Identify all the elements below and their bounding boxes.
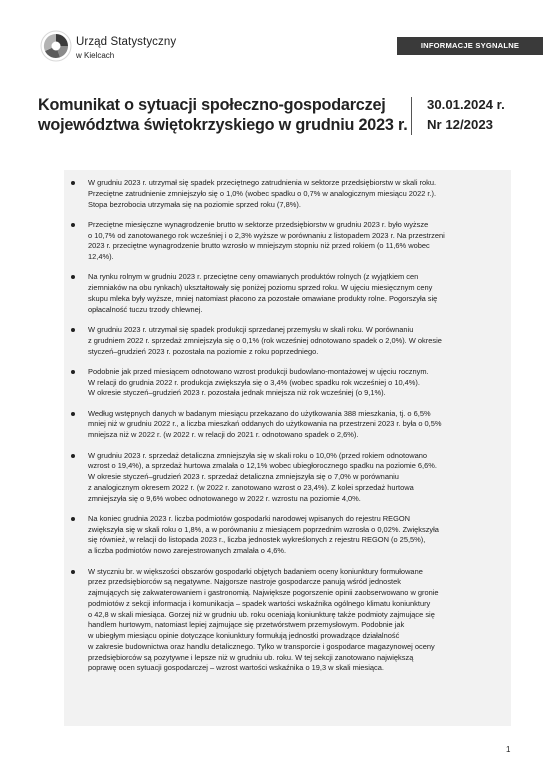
bullet-text-line: poprawę ocen sytuacji gospodarczej – wzrost wartości wskaźnika o 19,3 w skali miesiąca.: [88, 663, 384, 673]
bullet-text-line: W relacji do grudnia 2022 r. produkcja zwiększyła się o 3,4% (wobec spadku rok wcześniej o 10,4%).: [88, 377, 420, 387]
bullet-dot-icon: [71, 275, 75, 279]
release-date: 30.01.2024 r.: [427, 97, 505, 112]
title-line: województwa świętokrzyskiego w grudniu 2023 r.: [38, 116, 408, 134]
bullet-text-line: w zakresie budownictwa oraz handlu detalicznego. Tylko w transporcie i gospodarce magazynowej oceny: [88, 641, 435, 651]
bullet-text-line: skupu mleka były wyższe, mniej natomiast płacono za pozostałe omawiane produkty rolne. Pogorszyła się: [88, 293, 438, 303]
bullet-text-line: Przeciętne miesięczne wynagrodzenie brutto w sektorze przedsiębiorstw w grudniu 2023 r. było wyższe: [88, 219, 429, 229]
bullet-text-line: z grudniem 2022 r. sprzedaż zmniejszyła się o 0,1% (rok wcześniej odnotowano spadek o 2,0%). W okresie: [88, 335, 442, 345]
bullet-text-line: podmiotów z sekcji informacja i komunikacja – spadek wartości wskaźnika ogólnego klimatu koniunktury: [88, 598, 431, 608]
bullet-dot-icon: [71, 517, 75, 521]
list-item: [64, 178, 511, 210]
bullet-text-line: Na rynku rolnym w grudniu 2023 r. przeciętne ceny omawianych produktów rolnych (z wyjątkiem cen: [88, 272, 419, 282]
bullet-dot-icon: [71, 181, 75, 185]
bullet-text-line: mniejsza niż w 2022 r. (w 2022 r. w relacji do 2021 r. odnotowano spadek o 2,6%).: [88, 430, 359, 440]
list-item: [64, 567, 511, 675]
bullet-text-line: styczeń–grudzień 2023 r. pozostała na poziomie z roku poprzedniego.: [88, 346, 319, 356]
bullet-text-line: W okresie styczeń–grudzień 2023 r. sprzedaż detaliczna zmniejszyła się o 7,0% w porównaniu: [88, 472, 399, 482]
list-item: [64, 451, 511, 505]
bullet-text-line: się również, w relacji do listopada 2023 r., liczba jednostek wykreślonych z rejestru REGON (o 25,5%),: [88, 535, 426, 545]
bullet-text-line: przedsiębiorców są pozytywne i lepsze niż w grudniu ub. roku. W tej sekcji zanotowano największą: [88, 652, 414, 662]
bullet-text-line: mniej niż w grudniu 2022 r., a liczba mieszkań oddanych do użytkowania na przestrzeni 2023 r. była o 0,5%: [88, 419, 442, 429]
bullet-text-line: przez przedsiębiorców są negatywne. Najgorsze nastroje gospodarcze panują wśród jednostek: [88, 577, 401, 587]
bullet-text-line: W okresie styczeń–grudzień 2023 r. pozostała jednak mniejsza niż rok wcześniej (o 9,1%).: [88, 388, 386, 398]
release-number: Nr 12/2023: [427, 117, 493, 132]
list-item: [64, 514, 511, 557]
bullet-text-line: 12,4%).: [88, 252, 114, 262]
bullet-text-line: ziemniaków na obu rynkach) ukształtowały się poniżej poziomu sprzed roku. W ujęciu miesięcznym ceny: [88, 283, 433, 293]
bullet-dot-icon: [71, 570, 75, 574]
bullet-text-line: W grudniu 2023 r. utrzymał się spadek przeciętnego zatrudnienia w sektorze przedsiębiorstw w skali roku.: [88, 178, 437, 187]
bullet-text-line: Przeciętne zatrudnienie zmniejszyło się o 1,0% (wobec spadku o 0,7% w analogicznym miesiącu 2022 r.).: [88, 188, 437, 198]
bullet-dot-icon: [71, 370, 75, 374]
bullet-text-line: Na koniec grudnia 2023 r. liczba podmiotów gospodarki narodowej wpisanych do rejestru REGON: [88, 513, 411, 523]
bullet-text-line: o 10,7% od zanotowanego rok wcześniej i o 2,3% wyższe w porównaniu z listopadem 2023 r. Na przestrzeni: [88, 230, 445, 240]
release-meta: [427, 95, 505, 135]
bullet-text-line: a liczba podmiotów nowo zarejestrowanych zmalała o 4,6%.: [88, 546, 287, 556]
list-item: [64, 325, 511, 357]
bullet-text-line: Stopa bezrobocia utrzymała się na poziomie sprzed roku (7,8%).: [88, 199, 301, 209]
bullet-text-line: W grudniu 2023 r. sprzedaż detaliczna zmniejszyła się w skali roku o 10,0% (przed rokiem odnotowano: [88, 450, 427, 460]
list-item: [64, 220, 511, 263]
logo-name: Urząd Statystyczny: [76, 36, 177, 48]
bullet-text-line: handlem hurtowym, natomiast lepiej zajmujące się przetwórstwem przemysłowym. Podobnie jak: [88, 620, 405, 630]
logo: [40, 30, 180, 66]
page-number: 1: [506, 745, 511, 754]
bullet-text-line: 2023 r. przeciętne wynagrodzenie brutto wzrosło w mniejszym stopniu niż przed rokiem (o 11,6% wobec: [88, 241, 430, 251]
page-title: [38, 95, 408, 135]
bullet-text-line: z analogicznym okresem 2022 r. (w 2022 r. zanotowano wzrost o 23,4%). Z kolei sprzedaż hurtowa: [88, 482, 414, 492]
bullet-dot-icon: [71, 454, 75, 458]
bullet-text-line: W styczniu br. w większości obszarów gospodarki objętych badaniem oceny koniunktury formułowane: [88, 566, 423, 576]
list-item: [64, 272, 511, 315]
bullet-text-line: W grudniu 2023 r. utrzymał się spadek produkcji sprzedanej przemysłu w skali roku. W porównaniu: [88, 325, 414, 335]
logo-subname: w Kielcach: [76, 51, 115, 60]
bullet-dot-icon: [71, 328, 75, 332]
title-line: Komunikat o sytuacji społeczno-gospodarczej: [38, 96, 386, 114]
bullet-dot-icon: [71, 412, 75, 416]
bullet-text-line: Podobnie jak przed miesiącem odnotowano wzrost produkcji budowlano-montażowej w ujęciu rocznym.: [88, 366, 429, 376]
gus-emblem-icon: [40, 30, 72, 62]
bullet-text-line: o 42,8 w skali miesiąca. Gorzej niż w grudniu ub. roku oceniają koniunkturę także podmioty zajmujące się: [88, 609, 435, 619]
title-divider: [411, 97, 412, 135]
highlights-list: [64, 178, 511, 684]
bullet-text-line: zajmujących się zakwaterowaniem i gastronomią. Największe pogorszenie opinii zaobserwowano w gronie: [88, 588, 439, 597]
bullet-text-line: opłacalność tuczu trzody chlewnej.: [88, 304, 203, 314]
bullet-text-line: zwiększyła się w skali roku o 1,8%, a w porównaniu z miesiącem poprzednim wzrosła o 0,02%. Zwiększyła: [88, 524, 439, 534]
bullet-text-line: wzrost o 19,4%), a sprzedaż hurtowa zmalała o 12,1% wobec ubiegłorocznego spadku na poziomie 6,6%.: [88, 461, 437, 471]
bullet-text-line: zmniejszyła się o 9,6% wobec odnotowanego w 2022 r. wzrostu na poziomie 4,0%.: [88, 493, 361, 503]
bullet-text-line: Według wstępnych danych w badanym miesiącu przekazano do użytkowania 388 mieszkania, tj. o 6,5%: [88, 408, 431, 418]
list-item: [64, 409, 511, 441]
list-item: [64, 367, 511, 399]
bullet-dot-icon: [71, 223, 75, 227]
bullet-text-line: w ubiegłym miesiącu opinie dotyczące koniunktury formułują jednostki prowadzące działalność: [88, 631, 400, 640]
section-badge: INFORMACJE SYGNALNE: [397, 37, 543, 55]
